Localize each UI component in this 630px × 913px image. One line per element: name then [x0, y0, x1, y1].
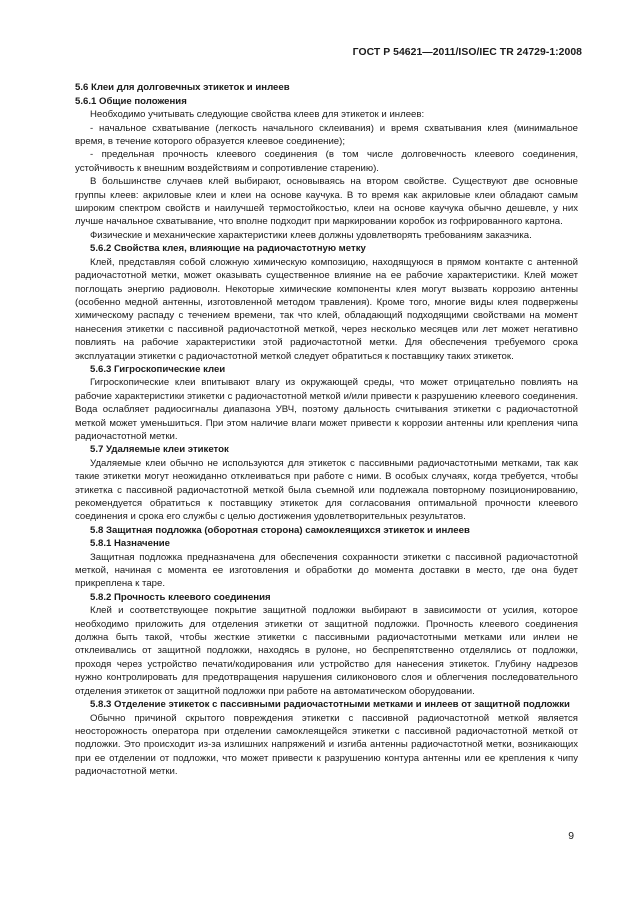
- section-heading-5-6-2: 5.6.2 Свойства клея, влияющие на радиочастотную метку: [90, 243, 366, 255]
- section-heading-5-8-1: 5.8.1 Назначение: [90, 538, 170, 550]
- paragraph: В большинстве случаев клей выбирают, основываясь на втором свойстве. Существуют две основные группы клеев: акриловые клеи и клеи на основе каучука. В то время как акриловые клеи обладают самым широким спектром свойств и наилучшей термостойкостью, клеи на основе каучука обычно дешевле, у них лучше начальное схватывание, что вполне подходит при маркировании коробок из гофрированного картона.: [75, 176, 578, 228]
- list-item: - предельная прочность клеевого соединения (в том числе долговечность клеевого соединения, устойчивость к внешним воздействиям и сопротивление старению).: [75, 149, 578, 174]
- paragraph: Клей, представляя собой сложную химическую композицию, находящуюся в прямом контакте с антенной радиочастотной метки, может оказывать существенное влияние на ее рабочие характеристики. Клей может поглощать энергию радиоволн. Некоторые химические компоненты клея могут вызвать коррозию антенны (особенно медной антенны, изготовленной методом травления). Кроме того, многие виды клея подвержены химическому распаду с течением времени, так что клей, обладающий подходящими свойствами на момент нанесения этикетки с пассивной радиочастотной меткой, через несколько месяцев или лет может негативно повлиять на рабочие характеристики этой радиочастотной метки. Для обеспечения требуемого срока эксплуатации этикетки с радиочастотной меткой следует обратиться к поставщику таких этикеток.: [75, 256, 578, 362]
- paragraph: Необходимо учитывать следующие свойства клеев для этикеток и инлеев:: [90, 109, 425, 121]
- section-heading-5-6-3: 5.6.3 Гигроскопические клеи: [90, 363, 226, 375]
- paragraph: Защитная подложка предназначена для обеспечения сохранности этикетки с пассивной радиочастотной меткой, начиная с момента ее изготовления и обработки до момента доставки в место, где она будет прикреплена к таре.: [75, 551, 578, 590]
- section-heading-5-8: 5.8 Защитная подложка (оборотная сторона) самоклеящихся этикеток и инлеев: [90, 524, 470, 536]
- paragraph: Удаляемые клеи обычно не используются для этикеток с пассивными радиочастотными метками, так как такие этикетки могут неожиданно отклеиваться при работе с ними. В особых случаях, когда требуется, чтобы этикетка с пассивной радиочастотной меткой была съемной или подлежала повторному позиционированию, рекомендуется обратиться к поставщику этикеток для согласования оптимальной прочности клеевого соединения и срока его службы с целью достижения удовлетворительных результатов.: [75, 457, 578, 523]
- paragraph: Обычно причиной скрытого повреждения этикетки с пассивной радиочастотной меткой является неосторожность оператора при отделении самоклеящейся этикетки с пассивной радиочастотной меткой от подложки. Это происходит из-за излишних напряжений и изгиба антенны радиочастотной метки, возникающих при ее отделении от подложки, что может привести к разрушению контура антенны или ее крепления к чипу радиочастотной метки.: [75, 712, 578, 778]
- document-header: ГОСТ Р 54621—2011/ISO/IEC TR 24729-1:2008: [352, 47, 582, 58]
- paragraph: Гигроскопические клеи впитывают влагу из окружающей среды, что может отрицательно повлиять на рабочие характеристики этикетки с радиочастотной меткой и/или привести к разрушению клеевого соединения. Вода ослабляет радиосигналы диапазона УВЧ, поэтому дальность считывания этикетки с радиочастотной меткой может уменьшиться. При этом наличие влаги может привести к коррозии антенны или крепления чипа радиочастотной метки.: [75, 377, 578, 442]
- section-heading-5-7: 5.7 Удаляемые клеи этикеток: [90, 444, 229, 456]
- section-heading-5-8-2: 5.8.2 Прочность клеевого соединения: [90, 591, 271, 603]
- section-heading-5-6: 5.6 Клеи для долговечных этикеток и инлеев: [75, 82, 290, 94]
- paragraph: Клей и соответствующее покрытие защитной подложки выбирают в зависимости от усилия, которое необходимо приложить для отделения этикетки от защитной подложки. Прочность клеевого соединения должна быть такой, чтобы жесткие этикетки с пассивными радиочастотными метками или инлеи не отклеивались от защитной подложки, находясь в рулоне, но беспрепятственно отделялись от подложки, проходя через устройство печати/кодирования или устройство для нанесения этикеток. Глубину надрезов нужно контролировать для предотвращения нарушения силиконового слоя и облегчения последовательного отделения этикеток от защитной подложки при работе на автоматическом оборудовании.: [75, 605, 578, 697]
- document-body: [75, 81, 578, 778]
- section-heading-5-8-3: 5.8.3 Отделение этикеток с пассивными радиочастотными метками и инлеев от защитной подложки: [90, 699, 570, 711]
- section-heading-5-6-1: 5.6.1 Общие положения: [75, 95, 187, 107]
- page-number: 9: [568, 831, 574, 842]
- paragraph: Физические и механические характеристики клеев должны удовлетворять требованиям заказчика.: [90, 229, 532, 241]
- list-item: - начальное схватывание (легкость начального склеивания) и время схватывания клея (минимальное время, в течение которого образуется клеевое соединение);: [75, 122, 578, 148]
